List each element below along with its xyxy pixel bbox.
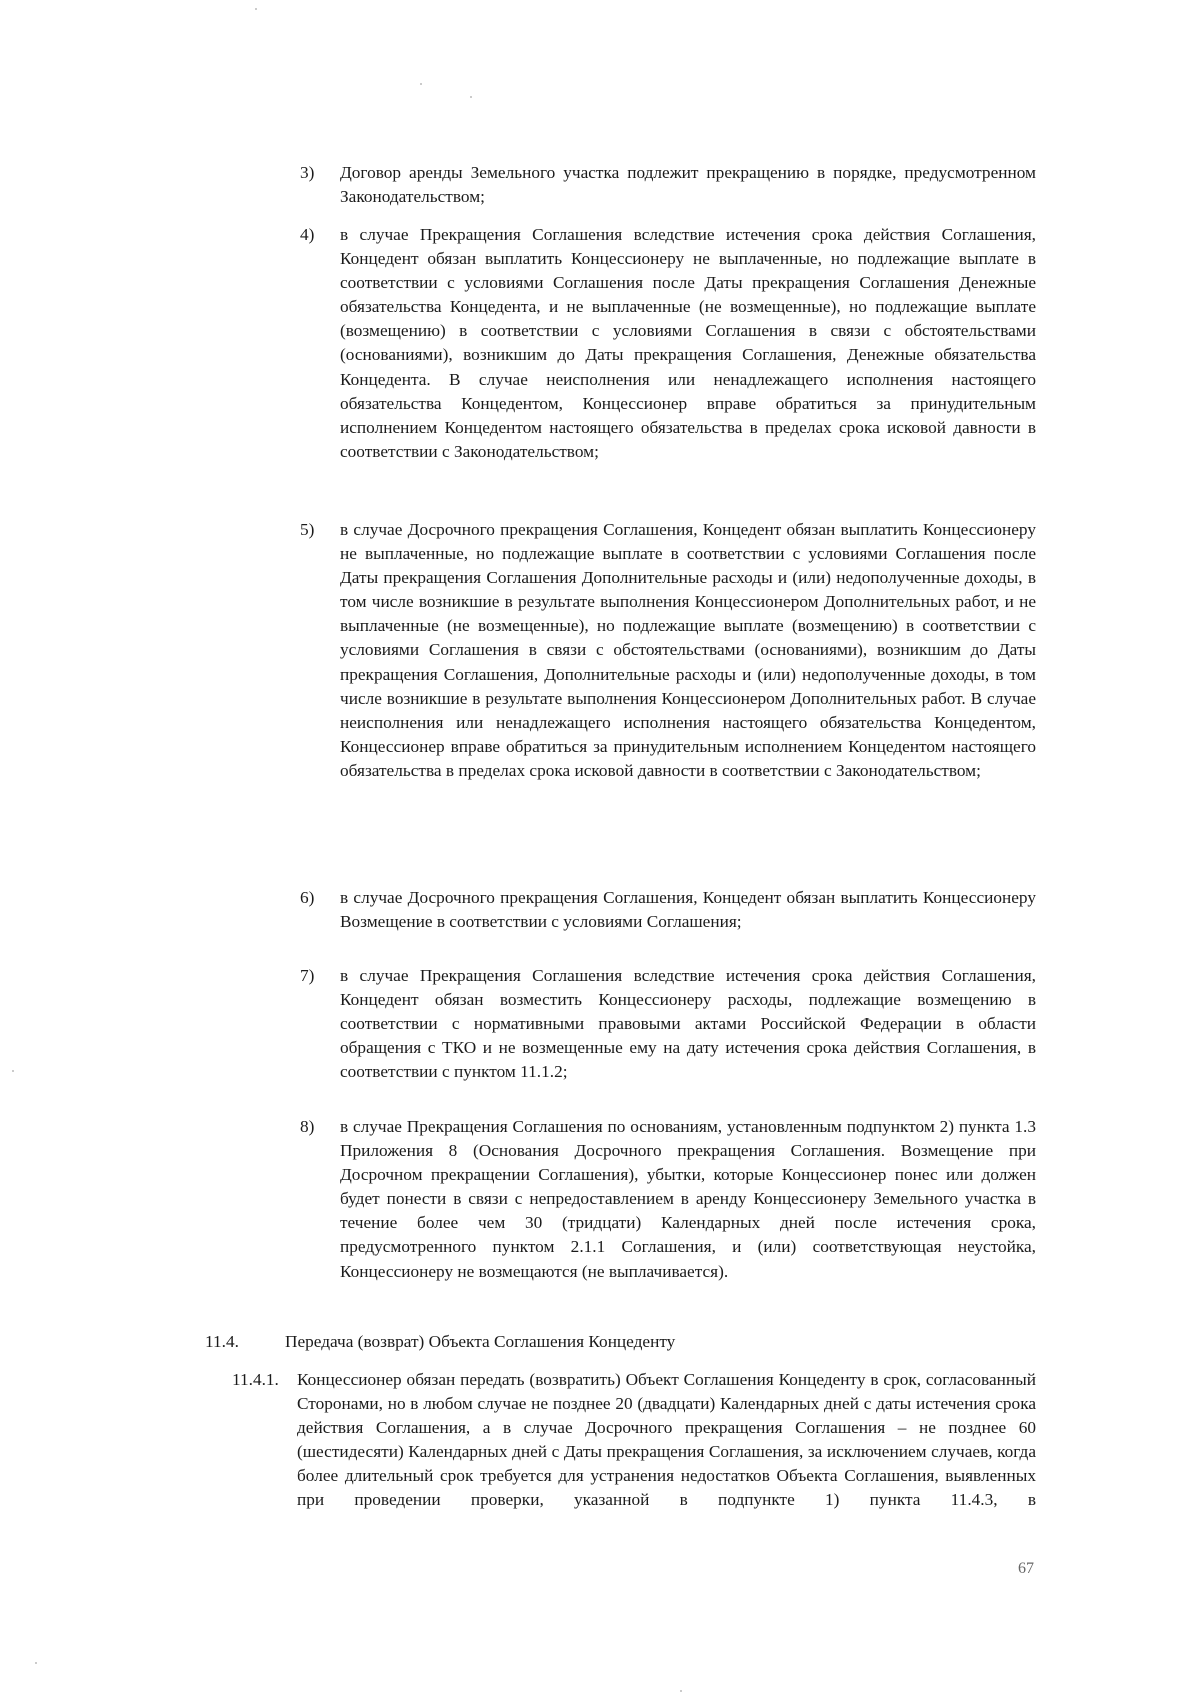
- page-number: 67: [1018, 1560, 1034, 1577]
- list-item-6: [300, 886, 1036, 934]
- scan-speck: [680, 1690, 682, 1692]
- scan-speck: [470, 96, 472, 98]
- scan-speck: [12, 1070, 14, 1072]
- list-item-text: в случае Прекращения Соглашения по основаниям, установленным подпунктом 2) пункта 1.3 Приложения 8 (Основания Досрочного прекращения Соглашения. Возмещение при Досрочном прекращении Соглашения), убытки, которые Концессионер понес или должен будет понести в связи с непредоставлением в аренду Концессионеру Земельного участка в течение более чем 30 (тридцати) Календарных дней после истечения срока, предусмотренного пунктом 2.1.1 Соглашения, и (или) соответствующая неустойка, Концессионеру не возмещаются (не выплачивается).: [340, 1117, 1036, 1281]
- list-item-5: [300, 518, 1036, 783]
- scan-speck: [35, 1662, 37, 1664]
- section-heading: [205, 1330, 675, 1354]
- list-item-number: 3): [300, 163, 315, 182]
- list-item-number: 5): [300, 520, 315, 539]
- subsection-text: Концессионер обязан передать (возвратить) Объект Соглашения Концеденту в срок, согласованный Сторонами, но в любом случае не позднее 20 (двадцати) Календарных дней с даты истечения срока действия Соглашения, а в случае Досрочного прекращения Соглашения – не позднее 60 (шестидесяти) Календарных дней с Даты прекращения Соглашения, за исключением случаев, когда более длительный срок требуется для устранения недостатков Объекта Соглашения, выявленных при проведении проверки, указанной в подпункте 1) пункта 11.4.3, в: [297, 1370, 1036, 1509]
- section-title: Передача (возврат) Объекта Соглашения Концеденту: [285, 1332, 676, 1351]
- list-item-4: [300, 223, 1036, 464]
- list-item-8: [300, 1115, 1036, 1284]
- scan-speck: [420, 83, 422, 85]
- list-item-number: 6): [300, 888, 315, 907]
- list-item-number: 4): [300, 225, 315, 244]
- list-item-text: в случае Прекращения Соглашения вследствие истечения срока действия Соглашения, Концедент обязан выплатить Концессионеру не выплаченные, но подлежащие выплате в соответствии с условиями Соглашения после Даты прекращения Соглашения Денежные обязательства Концедента, и не выплаченные (не возмещенные), но подлежащие выплате (возмещению) в соответствии с условиями Соглашения в связи с обстоятельствами (основаниями), возникшим до Даты прекращения Соглашения, Денежные обязательства Концедента. В случае неисполнения или ненадлежащего исполнения настоящего обязательства Концедентом, Концессионер вправе обратиться за принудительным исполнением Концедентом настоящего обязательства в пределах срока исковой давности в соответствии с Законодательством;: [340, 225, 1036, 461]
- list-item-number: 7): [300, 966, 315, 985]
- subsection-paragraph: [232, 1368, 1036, 1511]
- subsection-number: 11.4.1.: [232, 1370, 279, 1389]
- list-item-text: в случае Досрочного прекращения Соглашения, Концедент обязан выплатить Концессионеру не выплаченные, но подлежащие выплате в соответствии с условиями Соглашения после Даты прекращения Соглашения Дополнительные расходы и (или) недополученные доходы, в том числе возникшие в результате выполнения Концессионером Дополнительных работ, и не выплаченные (не возмещенные), но подлежащие выплате (возмещению) в соответствии с условиями Соглашения в связи с обстоятельствами (основаниями), возникшим до Даты прекращения Соглашения, Дополнительные расходы и (или) недополученные доходы, в том числе возникшие в результате выполнения Концессионером Дополнительных работ. В случае неисполнения или ненадлежащего исполнения настоящего обязательства Концедентом, Концессионер вправе обратиться за принудительным исполнением Концедентом настоящего обязательства в пределах срока исковой давности в соответствии с Законодательством;: [340, 520, 1036, 780]
- list-item-number: 8): [300, 1117, 315, 1136]
- list-item-text: в случае Досрочного прекращения Соглашения, Концедент обязан выплатить Концессионеру Возмещение в соответствии с условиями Соглашения;: [340, 888, 1036, 932]
- list-item-7: [300, 964, 1036, 1084]
- list-item-text: Договор аренды Земельного участка подлежит прекращению в порядке, предусмотренном Законодательством;: [340, 163, 1036, 207]
- scan-speck: [255, 8, 257, 10]
- list-item-text: в случае Прекращения Соглашения вследствие истечения срока действия Соглашения, Концедент обязан возместить Концессионеру расходы, подлежащие возмещению в соответствии с нормативными правовыми актами Российской Федерации в области обращения с ТКО и не возмещенные ему на дату истечения срока действия Соглашения, в соответствии с пунктом 11.1.2;: [340, 966, 1036, 1082]
- section-number: 11.4.: [205, 1332, 239, 1351]
- list-item-3: [300, 161, 1036, 209]
